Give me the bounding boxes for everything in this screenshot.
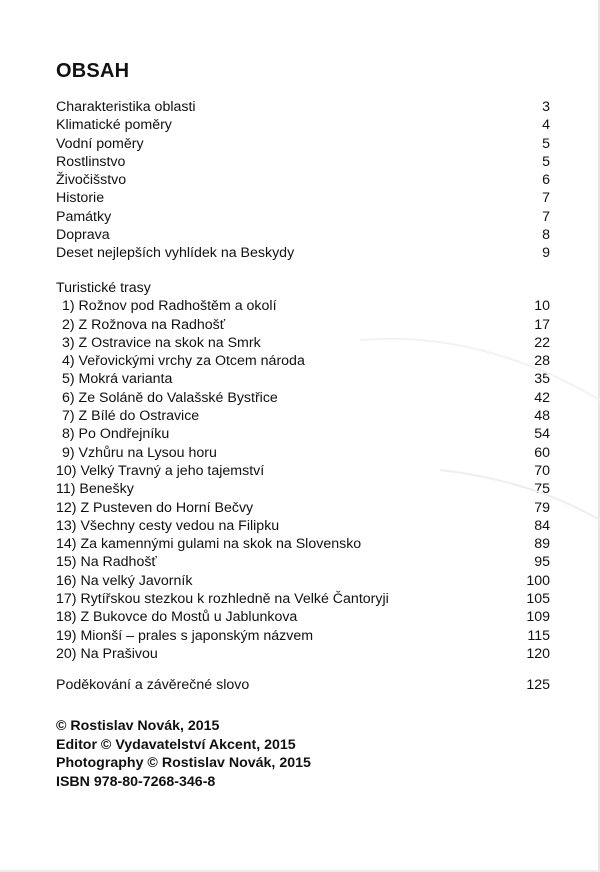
toc-entry-page: 109 (526, 609, 550, 626)
toc-entry-label: 6) Ze Soláně do Valašské Bystřice (62, 389, 278, 406)
toc-entry[interactable] (56, 444, 550, 462)
trails-section (56, 279, 550, 663)
toc-entry-label: 15) Na Radhošť (56, 554, 157, 571)
toc-entry-closing[interactable] (56, 676, 550, 694)
copyright-photography: Photography © Rostislav Novák, 2015 (56, 755, 311, 771)
toc-entry-page: 60 (534, 444, 550, 461)
trails-list (56, 297, 550, 663)
toc-entry[interactable] (56, 480, 550, 498)
toc-entry[interactable] (56, 352, 550, 370)
toc-entry[interactable] (56, 153, 550, 171)
toc-entry-page: 75 (534, 481, 550, 498)
toc-entry[interactable] (56, 208, 550, 226)
toc-entry-page: 42 (534, 389, 550, 406)
toc-entry-page: 8 (542, 227, 550, 244)
toc-entry-page: 120 (526, 645, 550, 662)
toc-entry[interactable] (56, 425, 550, 443)
toc-entry-label: 17) Rytířskou stezkou k rozhledně na Velké Čantoryji (56, 591, 389, 608)
toc-entry-label: 5) Mokrá varianta (62, 371, 173, 388)
toc-entry-label: Charakteristika oblasti (56, 99, 196, 115)
toc-entry[interactable] (56, 116, 550, 134)
toc-entry-label: 12) Z Pusteven do Horní Bečvy (56, 499, 254, 516)
toc-entry[interactable] (56, 499, 550, 517)
toc-entry-label: 3) Z Ostravice na skok na Smrk (62, 334, 261, 351)
toc-entry[interactable] (56, 370, 550, 388)
toc-entry[interactable] (56, 572, 550, 590)
toc-entry-page: 105 (526, 591, 550, 608)
credits-block (56, 717, 311, 791)
toc-entry-page: 6 (542, 172, 550, 189)
toc-entry-page: 17 (534, 316, 550, 333)
toc-entry-label: Historie (56, 190, 105, 207)
trails-heading: Turistické trasy (56, 280, 151, 296)
toc-entry-label: 13) Všechny cesty vedou na Filipku (56, 517, 280, 534)
toc-entry-label: 18) Z Bukovce do Mostů u Jablunkova (56, 609, 298, 626)
toc-entry-page: 100 (526, 572, 550, 589)
contents-title: OBSAH (56, 60, 130, 82)
toc-entry-page: 54 (534, 426, 550, 443)
toc-entry[interactable] (56, 334, 550, 352)
toc-entry-label: Živočišstvo (56, 172, 127, 189)
toc-entry-page: 79 (534, 499, 550, 516)
toc-entry-page: 7 (542, 208, 550, 225)
toc-entry-label: Deset nejlepších vyhlídek na Beskydy (56, 245, 295, 262)
toc-entry[interactable] (56, 316, 550, 334)
isbn: ISBN 978-80-7268-346-8 (56, 773, 216, 790)
toc-entry-page: 89 (534, 536, 550, 553)
toc-entry[interactable] (56, 98, 550, 116)
toc-entry[interactable] (56, 553, 550, 571)
toc-entry[interactable] (56, 244, 550, 262)
toc-entry[interactable] (56, 297, 550, 315)
toc-entry-page: 22 (534, 334, 550, 351)
toc-entry-label: 14) Za kamennými gulami na skok na Slovensko (56, 536, 362, 553)
toc-entry-label: Klimatické poměry (56, 117, 172, 134)
toc-entry-label: 2) Z Rožnova na Radhošť (62, 316, 226, 333)
toc-entry-page: 115 (527, 627, 550, 644)
toc-entry-page: 10 (534, 298, 550, 315)
toc-entry-label: 8) Po Ondřejníku (62, 426, 170, 443)
toc-entry[interactable] (56, 462, 550, 480)
toc-entry[interactable] (56, 226, 550, 244)
toc-entry-label: Rostlinstvo (56, 153, 126, 170)
toc-entry[interactable] (56, 627, 550, 645)
toc-entry-page: 5 (542, 153, 550, 170)
toc-entry[interactable] (56, 171, 550, 189)
toc-entry-label: 19) Mionší – prales s japonským názvem (56, 627, 314, 644)
copyright-author: © Rostislav Novák, 2015 (56, 718, 220, 734)
toc-entry[interactable] (56, 608, 550, 626)
toc-entry[interactable] (56, 517, 550, 535)
toc-entry-label: 11) Benešky (56, 481, 134, 498)
toc-entry[interactable] (56, 189, 550, 207)
toc-entry-page: 84 (534, 517, 550, 534)
toc-entry-page: 4 (542, 117, 550, 134)
toc-entry-page: 7 (542, 190, 550, 207)
general-sections-list (56, 98, 550, 263)
toc-entry-label: Doprava (56, 227, 110, 244)
toc-entry-label: 9) Vzhůru na Lysou horu (62, 444, 217, 461)
toc-entry[interactable] (56, 389, 550, 407)
closing-section (56, 676, 550, 694)
toc-entry-label: 10) Velký Travný a jeho tajemství (56, 462, 265, 479)
copyright-editor: Editor © Vydavatelství Akcent, 2015 (56, 736, 296, 753)
toc-entry-page: 125 (526, 677, 550, 693)
toc-entry-label: 1) Rožnov pod Radhoštěm a okolí (62, 298, 277, 315)
toc-entry-page: 70 (534, 462, 550, 479)
toc-entry-label: Poděkování a závěrečné slovo (56, 677, 250, 693)
toc-entry-page: 28 (534, 353, 550, 370)
toc-entry-label: 7) Z Bílé do Ostravice (62, 408, 200, 425)
toc-entry[interactable] (56, 407, 550, 425)
toc-entry-page: 48 (534, 408, 550, 425)
toc-entry-page: 5 (542, 135, 550, 152)
toc-entry[interactable] (56, 590, 550, 608)
toc-entry[interactable] (56, 645, 550, 663)
toc-entry-label: 4) Veřovickými vrchy za Otcem národa (62, 353, 305, 370)
toc-entry-label: 20) Na Prašivou (56, 645, 158, 662)
toc-entry-page: 3 (542, 99, 550, 115)
toc-entry[interactable] (56, 135, 550, 153)
toc-entry-page: 95 (534, 554, 550, 571)
toc-entry-page: 35 (534, 371, 550, 388)
toc-entry-page: 9 (542, 245, 550, 262)
toc-entry[interactable] (56, 535, 550, 553)
toc-entry-label: Památky (56, 208, 112, 225)
toc-entry-label: 16) Na velký Javorník (56, 572, 193, 589)
toc-entry-label: Vodní poměry (56, 135, 144, 152)
